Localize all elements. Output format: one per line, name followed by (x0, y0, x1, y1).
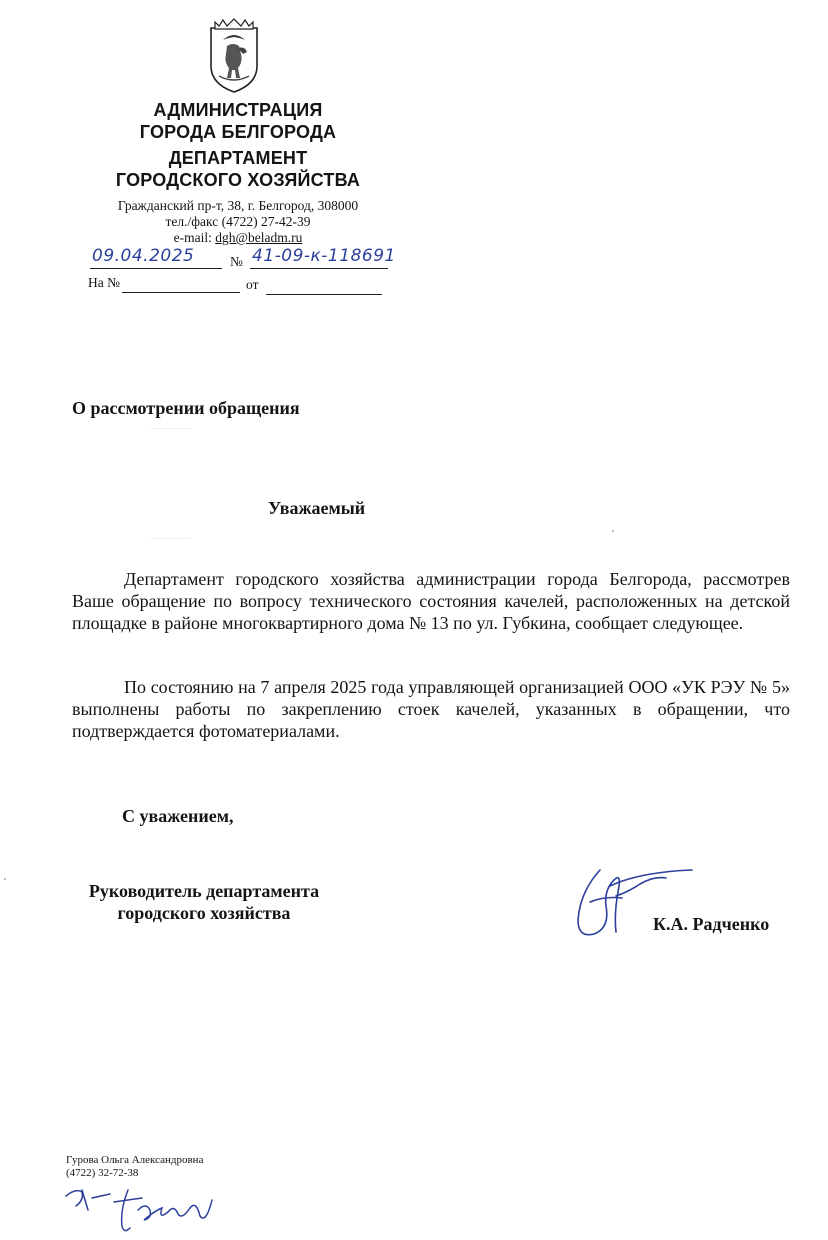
signatory-position-line2: городского хозяйства (117, 903, 291, 923)
letter-subject: О рассмотрении обращения (72, 398, 300, 418)
body-paragraph-2: По состоянию на 7 апреля 2025 года управляющей организацией ООО «УК РЭУ № 5» выполнены работы по закреплению стоек качелей, указанных в обращении, что подтверждается фотоматериалами. (72, 677, 790, 741)
scan-speck (4, 878, 6, 880)
executor-signature (62, 1180, 232, 1236)
reference-from-label: от (246, 277, 259, 292)
reference-date-underline (266, 280, 382, 295)
dept-phone: тел./факс (4722) 27-42-39 (165, 214, 311, 229)
signatory-name: К.А. Радченко (653, 914, 770, 934)
dept-address: Гражданский пр-т, 38, г. Белгород, 308000 (117, 198, 359, 213)
registration-number-label: № (230, 254, 243, 269)
dept-name-line2: ГОРОДСКОГО ХОЗЯЙСТВА (115, 170, 361, 190)
scan-speck (150, 428, 190, 429)
executor-phone: (4722) 32-72-38 (66, 1167, 139, 1179)
email-label: e-mail: (173, 230, 216, 245)
closing-regards: С уважением, (122, 806, 234, 826)
registration-number: 41-09-к-118691 (252, 246, 396, 266)
email-link[interactable]: dgh@beladm.ru (215, 230, 303, 245)
signatory-position (68, 880, 340, 924)
reference-label: На № (88, 275, 120, 290)
executor-name: Гурова Ольга Александровна (66, 1154, 204, 1166)
letter-greeting: Уважаемый (268, 498, 366, 518)
coat-of-arms-emblem (205, 18, 263, 94)
registration-date: 09.04.2025 (92, 246, 195, 266)
scan-speck (150, 538, 190, 539)
signatory-position-line1: Руководитель департамента (88, 881, 320, 901)
org-name-line2: ГОРОДА БЕЛГОРОДА (139, 122, 337, 142)
org-name-line1: АДМИНИСТРАЦИЯ (153, 100, 323, 120)
body-paragraph-1: Департамент городского хозяйства администрации города Белгорода, рассмотрев Ваше обращение по вопросу технического состояния качелей, расположенных на детской площадке в районе многоквартирного дома № 13 по ул. Губкина, сообщает следующее. (72, 569, 790, 633)
reference-underline (122, 278, 240, 293)
dept-name-line1: ДЕПАРТАМЕНТ (168, 148, 308, 168)
executor-block (66, 1154, 203, 1180)
scan-speck (612, 530, 614, 532)
dept-email-line (58, 230, 418, 246)
